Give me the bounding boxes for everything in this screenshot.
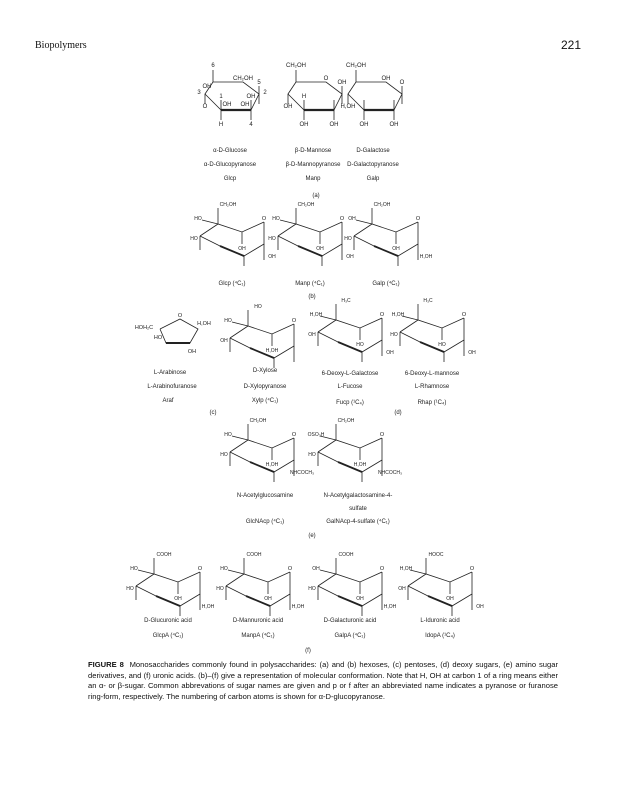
- panel-d-sugar-0-label-1: H₃C: [341, 298, 351, 304]
- panel-a-sugar-1-name: β-D-Mannose: [294, 148, 332, 154]
- panel-c-sugar-1-chair-top: [230, 324, 294, 338]
- panel-d-sugar-1-label-0: H,OH: [391, 312, 405, 318]
- panel-d-sugar-1-label-2: HO: [390, 332, 398, 338]
- panel-a-sugar-0-label-2: 5: [257, 80, 261, 86]
- panel-b-sugar-0-ring-oxygen: O: [261, 216, 267, 222]
- panel-a-sugar-1-label-4: OH: [299, 122, 309, 128]
- panel-e-sugar-1-label-3: H,OH: [353, 462, 367, 468]
- panel-a-sugar-0-label-7: OH: [246, 94, 256, 100]
- panel-a-sugar-0-label-11: OH: [240, 102, 250, 108]
- panel-c-sugar-0-furanose-ring: [160, 319, 198, 343]
- panel-f-sugar-0-label-2: HO: [126, 586, 134, 592]
- panel-b-sugar-2-label-0: OH: [348, 216, 356, 222]
- panel-b-sugar-0-abbreviation: Glcp (⁴C₁): [218, 281, 246, 287]
- panel-e-sugar-1-name-line2: sulfate: [349, 506, 367, 512]
- panel-a-sugar-1-label-1: O: [323, 76, 329, 82]
- panel-b-sugar-1-chair-top: [278, 222, 342, 236]
- page-number: 221: [560, 38, 581, 52]
- panel-d-sugar-0-name: 6-Deoxy-L-Galactose: [321, 371, 379, 377]
- panel-e-sugar-0-chair-top: [230, 438, 294, 452]
- panel-f-sugar-2-label-2: HO: [308, 586, 316, 592]
- panel-d-sugar-0-label-2: OH: [308, 332, 316, 338]
- panel-a-sugar-1-abbreviation: Manp: [305, 176, 321, 182]
- panel-c-sugar-0-label-1: H,OH: [197, 321, 211, 327]
- panel-e-sugar-0-label-1: CH₂OH: [249, 418, 267, 424]
- panel-a-sugar-2-name: D-Galactose: [356, 148, 390, 154]
- panel-f-sugar-1-label-1: COOH: [246, 552, 262, 558]
- panel-e-sugar-1-chair-top: [318, 438, 382, 452]
- panel-f-sugar-1-label-2: HO: [216, 586, 224, 592]
- panel-f-sugar-2-abbreviation: GalpA (⁴C₁): [334, 633, 366, 639]
- panel-c-sugar-0-label-0: HOH₂C: [134, 325, 154, 331]
- panel-e-sugar-0-label-4: NHCOCH₃: [290, 470, 314, 476]
- panel-f-sugar-0-label-4: H,OH: [201, 604, 215, 610]
- figure-label: FIGURE 8: [88, 660, 124, 669]
- panel-c-sugar-0-label-2: HO: [153, 335, 163, 341]
- panel-f-sugar-1-label-0: HO: [220, 566, 228, 572]
- panel-f-sugar-3-bond-4: [410, 570, 426, 574]
- panel-b-sugar-1-label-1: CH₂OH: [297, 202, 315, 208]
- panel-e-sugar-1-label-4: NHCOCH₃: [378, 470, 402, 476]
- panel-e-sugar-0-label-3: H,OH: [265, 462, 279, 468]
- panel-c-sugar-1-label-1: HO: [254, 304, 262, 310]
- panel-f-sugar-2-label-4: H,OH: [383, 604, 397, 610]
- panel-a-sugar-2-label-4: OH: [359, 122, 369, 128]
- panel-b-sugar-2-label-2: HO: [344, 236, 352, 242]
- panel-a-sugar-0-name: α-D-Glucose: [213, 148, 247, 154]
- panel-f-sugar-1-label-3: OH: [264, 596, 272, 602]
- panel-d-sugar-1-bond-4: [402, 316, 418, 320]
- panel-a-sugar-2-label-2: O: [399, 80, 405, 86]
- panel-d-sugar-1-name: 6-Deoxy-L-mannose: [404, 371, 460, 377]
- panel-e-sugar-1-abbreviation: GalNAcp-4-sulfate (⁴C₁): [326, 519, 390, 525]
- figure-caption-text: Monosaccharides commonly found in polysaccharides: (a) and (b) hexoses, (c) pentoses, (d) deoxy sugars, (e) amino sugar derivatives, and (f) uronic acids. (b)–(f) give a representation of molecular conformation. Note that H, OH at carbon 1 of a ring means either an α- or β-sugar. Common abbrevations of sugar names are given and p or f after an abbreviated name indicates a pyranose or furanose ring-form, respectively. The numbering of carbon atoms is shown for α-D-glucopyranose.: [88, 660, 558, 701]
- panel-a-sugar-0-label-12: OH: [202, 84, 212, 90]
- panel-b-sugar-0-label-0: HO: [194, 216, 202, 222]
- panel-f-sugar-1-name: D-Mannuronic acid: [232, 618, 284, 624]
- panel-b-sugar-2-bond-4: [356, 220, 372, 224]
- panel-f-sugar-0-label-3: OH: [174, 596, 182, 602]
- panel-b-sugar-0-label-3: OH: [238, 246, 246, 252]
- panel-c-tag: (c): [209, 410, 217, 416]
- panel-f-sugar-3-label-0: H,OH: [399, 566, 413, 572]
- panel-c-sugar-0-label-3: OH: [187, 349, 197, 355]
- panel-f-sugar-1-ring-oxygen: O: [287, 566, 293, 572]
- panel-a-sugar-0-label-8: 3: [197, 90, 201, 96]
- panel-b-sugar-0-chair-top: [200, 222, 264, 236]
- panel-e-sugar-1-ring-oxygen: O: [379, 432, 385, 438]
- panel-f-sugar-3-abbreviation: IdopA (¹C₄): [425, 633, 455, 639]
- panel-c-sugar-0-alt-name: L-Arabinofuranose: [147, 384, 197, 390]
- panel-a-sugar-1-label-0: CH₂OH: [286, 63, 306, 69]
- panel-f-sugar-3-label-1: HOOC: [428, 552, 444, 558]
- panel-a-sugar-0-label-4: H: [218, 122, 224, 128]
- panel-e-sugar-1-label-1: CH₂OH: [337, 418, 355, 424]
- panel-f-sugar-1-bond-4: [228, 570, 244, 574]
- panel-f-sugar-2-label-1: COOH: [338, 552, 354, 558]
- panel-b-sugar-0-bond-4: [202, 220, 218, 224]
- panel-f-sugar-0-label-1: COOH: [156, 552, 172, 558]
- panel-a-sugar-0-label-10: OH: [222, 102, 232, 108]
- panel-b-sugar-1-ring-oxygen: O: [339, 216, 345, 222]
- panel-d-sugar-0-bond-4: [320, 316, 336, 320]
- panel-d-sugar-0-alt-name: L-Fucose: [337, 384, 363, 390]
- panel-c-sugar-1-bond-4: [232, 322, 248, 326]
- panel-d-sugar-1-ring-oxygen: O: [461, 312, 467, 318]
- panel-f-sugar-2-label-3: OH: [356, 596, 364, 602]
- panel-d-sugar-0-abbreviation: Fucp (¹C₄): [336, 400, 364, 406]
- panel-c-sugar-1-name: D-Xylose: [252, 368, 278, 374]
- panel-b-sugar-1-label-2: HO: [268, 236, 276, 242]
- panel-a-sugar-0-label-3: O: [202, 104, 208, 110]
- panel-c-sugar-1-alt-name: D-Xylopyranose: [243, 384, 287, 390]
- panel-f-sugar-3-chair-top: [408, 572, 472, 586]
- panel-d-sugar-0-label-3: HO: [356, 342, 364, 348]
- panel-a-sugar-2-abbreviation: Galp: [366, 176, 380, 182]
- panel-f-sugar-2-chair-top: [318, 572, 382, 586]
- panel-f-sugar-3-ring-oxygen: O: [469, 566, 475, 572]
- panel-e-sugar-0-abbreviation: GlcNAcp (⁴C₁): [245, 519, 285, 525]
- panel-c-sugar-1-label-3: H,OH: [265, 348, 279, 354]
- panel-e-sugar-0-ring-oxygen: O: [291, 432, 297, 438]
- panel-b-sugar-0-label-2: HO: [190, 236, 198, 242]
- panel-f-sugar-0-bond-4: [138, 570, 154, 574]
- panel-d-sugar-0-label-0: H,OH: [309, 312, 323, 318]
- panel-a-sugar-1-label-2: OH: [337, 80, 347, 86]
- panel-a-sugar-0-alt-name: α-D-Glucopyranose: [203, 162, 257, 168]
- panel-c-sugar-1-ring-oxygen: O: [291, 318, 297, 324]
- panel-b-sugar-2-abbreviation: Galp (⁴C₁): [372, 281, 400, 287]
- panel-f-sugar-3-label-2: OH: [398, 586, 406, 592]
- panel-b-sugar-1-label-0: HO: [272, 216, 280, 222]
- panel-a-sugar-0-label-6: 1: [219, 94, 223, 100]
- panel-e-sugar-0-name: N-Acetylglucosamine: [236, 493, 294, 499]
- panel-a-tag: (a): [312, 193, 320, 199]
- panel-e-sugar-0-label-0: HO: [224, 432, 232, 438]
- panel-b-sugar-1-label-3: OH: [316, 246, 324, 252]
- panel-f-sugar-0-abbreviation: GlcpA (⁴C₁): [152, 633, 184, 639]
- panel-b-sugar-2-label-3: OH: [392, 246, 400, 252]
- panel-e-sugar-1-name: N-Acetylgalactosamine-4-: [323, 493, 393, 499]
- panel-d-sugar-1-chair-top: [400, 318, 464, 332]
- panel-b-sugar-1-abbreviation: Manp (⁴C₁): [295, 281, 325, 287]
- panel-a-sugar-2-label-3: H,OH: [340, 104, 356, 110]
- panel-b-sugar-0-label-1: CH₂OH: [219, 202, 237, 208]
- panel-a-sugar-1-label-5: OH: [329, 122, 339, 128]
- panel-a-sugar-0-label-1: CH₂OH: [233, 76, 253, 82]
- panel-d-sugar-1-alt-name: L-Rhamnose: [414, 384, 450, 390]
- panel-f-sugar-3-label-3: OH: [446, 596, 454, 602]
- panel-b-sugar-1-label-4: OH: [346, 254, 354, 260]
- panel-a-sugar-0-abbreviation: Glcp: [223, 176, 237, 182]
- panel-f-sugar-1-label-4: H,OH: [291, 604, 305, 610]
- panel-a-sugar-0-label-0: 6: [211, 63, 215, 69]
- panel-d-tag: (d): [394, 410, 402, 416]
- panel-b-sugar-2-chair-top: [354, 222, 418, 236]
- panel-f-sugar-2-label-0: OH: [312, 566, 320, 572]
- panel-c-sugar-1-label-0: HO: [224, 318, 232, 324]
- running-header-journal: Biopolymers: [35, 40, 87, 51]
- panel-e-sugar-1-label-0: OSO₃H: [307, 432, 325, 438]
- panel-f-tag: (f): [305, 648, 311, 654]
- panel-d-sugar-0-ring-oxygen: O: [379, 312, 385, 318]
- panel-f-sugar-1-abbreviation: ManpA (⁴C₁): [241, 633, 275, 639]
- panel-b-sugar-2-ring-oxygen: O: [415, 216, 421, 222]
- panel-a-sugar-2-label-0: CH₂OH: [346, 63, 366, 69]
- panel-c-sugar-1-abbreviation: Xylp (⁴C₁): [251, 398, 279, 404]
- panel-f-sugar-3-name: L-Iduronic acid: [420, 618, 460, 624]
- panel-a-sugar-2-label-1: OH: [381, 76, 391, 82]
- panel-b-sugar-0-label-4: OH: [268, 254, 276, 260]
- panel-f-sugar-0-ring-oxygen: O: [197, 566, 203, 572]
- panel-b-sugar-1-bond-4: [280, 220, 296, 224]
- panel-a-sugar-1-alt-name: β-D-Mannopyranose: [285, 162, 341, 168]
- panel-a-sugar-2-alt-name: D-Galactopyranose: [347, 162, 399, 168]
- panel-c-sugar-0-abbreviation: Araf: [162, 398, 174, 404]
- panel-a-sugar-0-label-9: 2: [263, 90, 267, 96]
- figure-caption: [88, 660, 558, 702]
- panel-a-sugar-0-label-5: 4: [249, 122, 253, 128]
- panel-a-sugar-2-label-5: OH: [389, 122, 399, 128]
- panel-f-sugar-0-chair-top: [136, 572, 200, 586]
- panel-c-sugar-0-ring-oxygen: O: [177, 313, 183, 319]
- panel-c-sugar-1-label-2: OH: [220, 338, 228, 344]
- panel-d-sugar-1-label-1: H₃C: [423, 298, 433, 304]
- panel-d-sugar-1-label-4: OH: [468, 350, 476, 356]
- panel-f-sugar-0-name: D-Glucuronic acid: [144, 618, 192, 624]
- panel-f-sugar-3-label-4: OH: [476, 604, 484, 610]
- panel-e-sugar-1-label-2: HO: [308, 452, 316, 458]
- panel-d-sugar-1-label-3: HO: [438, 342, 446, 348]
- panel-b-sugar-2-label-1: CH₂OH: [373, 202, 391, 208]
- panel-d-sugar-0-label-4: OH: [386, 350, 394, 356]
- panel-e-sugar-0-label-2: HO: [220, 452, 228, 458]
- panel-b-sugar-2-label-4: H,OH: [419, 254, 433, 260]
- panel-e-tag: (e): [308, 533, 316, 539]
- panel-f-sugar-2-ring-oxygen: O: [379, 566, 385, 572]
- panel-f-sugar-1-chair-top: [226, 572, 290, 586]
- panel-d-sugar-0-chair-top: [318, 318, 382, 332]
- panel-a-sugar-1-label-6: H: [301, 94, 307, 100]
- panel-c-sugar-0-name: L-Arabinose: [153, 370, 187, 376]
- panel-f-sugar-2-name: D-Galacturonic acid: [323, 618, 377, 624]
- panel-a-sugar-1-label-3: OH: [283, 104, 293, 110]
- panel-e-sugar-0-bond-4: [232, 436, 248, 440]
- panel-d-sugar-1-abbreviation: Rhap (¹C₄): [417, 400, 447, 406]
- panel-f-sugar-0-label-0: HO: [130, 566, 138, 572]
- panel-f-sugar-2-bond-4: [320, 570, 336, 574]
- panel-b-tag: (b): [308, 294, 316, 300]
